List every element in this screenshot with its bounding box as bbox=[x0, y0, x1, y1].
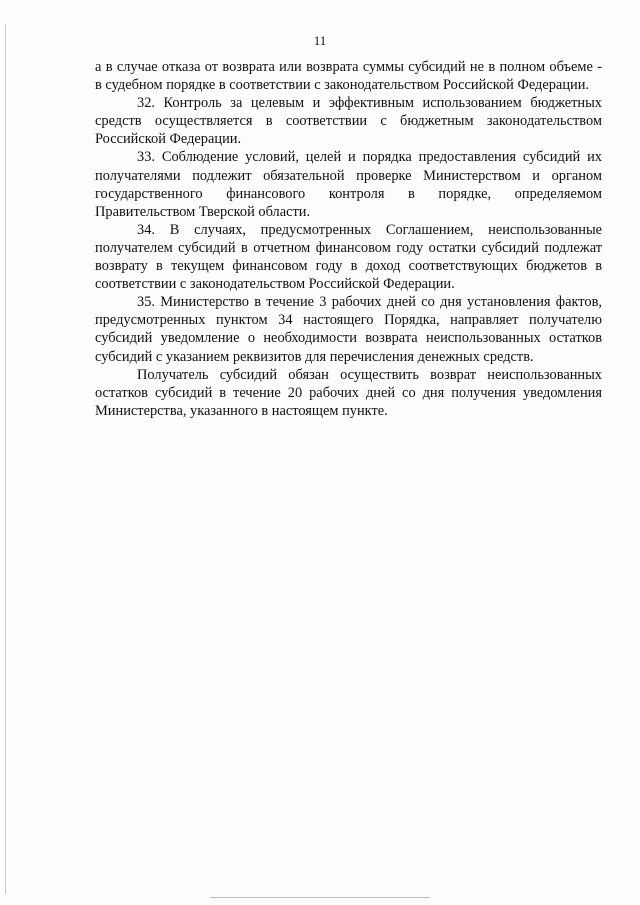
paragraph-33: 33. Соблюдение условий, целей и порядка предоставления субсидий их получателями подлежит обязательной проверке Министерством и органом государственного финансового контроля в порядке, определяемом Правительством Тверской области. bbox=[95, 149, 602, 220]
paragraph-35-return: Получатель субсидий обязан осуществить возврат неиспользованных остатков субсидий в течение 20 рабочих дней со дня получения уведомления Министерства, указанного в настоящем пункте. bbox=[95, 366, 602, 419]
scan-edge-bottom bbox=[210, 897, 430, 898]
paragraph-32: 32. Контроль за целевым и эффективным использованием бюджетных средств осуществляется в соответствии с бюджетным законодательством Российской Федерации. bbox=[95, 95, 602, 148]
page-number: 11 bbox=[313, 33, 327, 48]
paragraph-34: 34. В случаях, предусмотренных Соглашением, неиспользованные получателем субсидий в отчетном финансовом году остатки субсидий подлежат возврату в текущем финансовом году в доход соответствующих бюджетов в соответствии с законодательством Российской Федерации. bbox=[95, 221, 602, 293]
scan-edge-left bbox=[5, 24, 6, 894]
paragraph-continuation: а в случае отказа от возврата или возврата суммы субсидий не в полном объеме - в судебном порядке в соответствии с законодательством Российской Федерации. bbox=[95, 59, 602, 94]
document-body bbox=[95, 58, 602, 420]
paragraph-35: 35. Министерство в течение 3 рабочих дней со дня установления фактов, предусмотренных пунктом 34 настоящего Порядка, направляет получателю субсидий уведомление о необходимости возврата неиспользованных остатков субсидий с указанием реквизитов для перечисления денежных средств. bbox=[95, 294, 602, 365]
